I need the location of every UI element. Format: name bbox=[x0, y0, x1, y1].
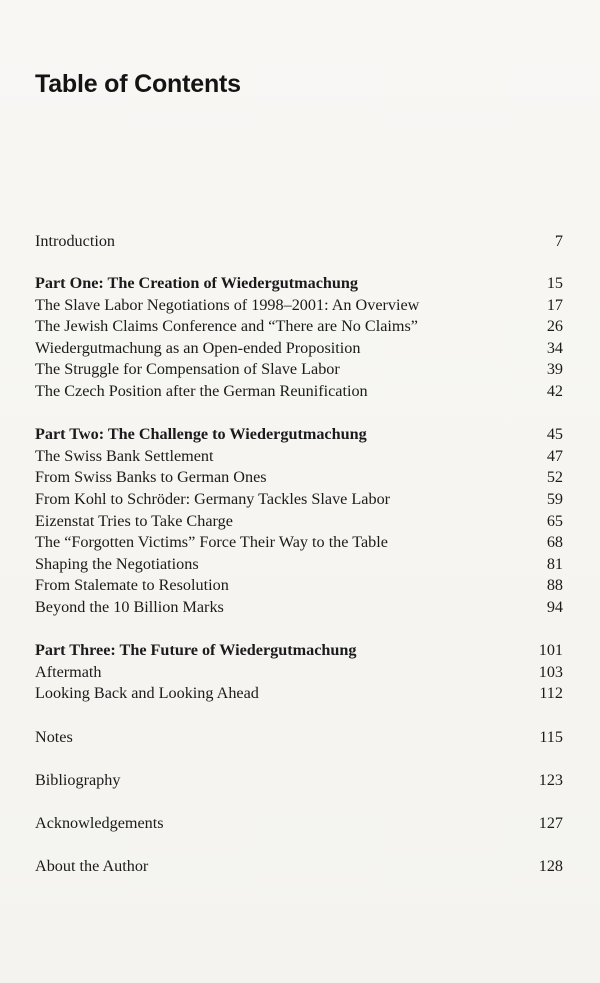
entry-label: Bibliography bbox=[35, 771, 121, 789]
entry-label: The Czech Position after the German Reunification bbox=[35, 382, 368, 400]
toc-entry bbox=[35, 511, 563, 531]
entry-label: Eizenstat Tries to Take Charge bbox=[35, 512, 233, 530]
toc-entry bbox=[35, 446, 563, 466]
entry-label: Part One: The Creation of Wiedergutmachung bbox=[35, 274, 358, 292]
entry-label: Wiedergutmachung as an Open-ended Proposition bbox=[35, 339, 361, 357]
entry-page-number: 15 bbox=[546, 274, 563, 292]
toc-entry-about-the-author bbox=[35, 856, 563, 876]
entry-page-number: 17 bbox=[546, 296, 563, 314]
entry-page-number: 123 bbox=[538, 771, 563, 789]
entry-label: Looking Back and Looking Ahead bbox=[35, 684, 259, 702]
entry-label: The “Forgotten Victims” Force Their Way to the Table bbox=[35, 533, 388, 551]
toc-entry-introduction bbox=[35, 231, 563, 251]
entry-label: From Swiss Banks to German Ones bbox=[35, 468, 267, 486]
entry-label: From Kohl to Schröder: Germany Tackles Slave Labor bbox=[35, 490, 391, 508]
entry-page-number: 34 bbox=[546, 339, 563, 357]
entry-label: The Jewish Claims Conference and “There are No Claims” bbox=[35, 317, 418, 335]
toc-entry-acknowledgements bbox=[35, 813, 563, 833]
entry-label: Beyond the 10 Billion Marks bbox=[35, 598, 224, 616]
entry-label: Shaping the Negotiations bbox=[35, 555, 199, 573]
entry-label: Part Two: The Challenge to Wiedergutmachung bbox=[35, 425, 367, 443]
toc-entry bbox=[35, 316, 563, 336]
entry-page-number: 88 bbox=[546, 576, 563, 594]
entry-page-number: 112 bbox=[539, 684, 563, 702]
toc-entry bbox=[35, 597, 563, 617]
entry-label: Introduction bbox=[35, 232, 116, 250]
toc-entry bbox=[35, 295, 563, 315]
toc-entry-bibliography bbox=[35, 770, 563, 790]
entry-page-number: 128 bbox=[538, 857, 563, 875]
entry-label: Part Three: The Future of Wiedergutmachung bbox=[35, 641, 357, 659]
entry-label: The Slave Labor Negotiations of 1998–2001: An Overview bbox=[35, 296, 420, 314]
entry-page-number: 7 bbox=[554, 232, 563, 250]
toc-entry bbox=[35, 381, 563, 401]
entry-page-number: 127 bbox=[538, 814, 563, 832]
entry-page-number: 103 bbox=[538, 663, 563, 681]
toc-entry bbox=[35, 467, 563, 487]
entry-page-number: 42 bbox=[546, 382, 563, 400]
toc-entry bbox=[35, 554, 563, 574]
entry-page-number: 81 bbox=[546, 555, 563, 573]
toc-part-three-heading bbox=[35, 640, 563, 660]
entry-page-number: 47 bbox=[546, 447, 563, 465]
toc-entry bbox=[35, 683, 563, 703]
entry-page-number: 59 bbox=[546, 490, 563, 508]
entry-page-number: 68 bbox=[546, 533, 563, 551]
toc-part-one-heading bbox=[35, 273, 563, 293]
entry-label: Notes bbox=[35, 728, 73, 746]
entry-label: Aftermath bbox=[35, 663, 102, 681]
entry-label: The Struggle for Compensation of Slave Labor bbox=[35, 360, 340, 378]
entry-page-number: 94 bbox=[546, 598, 563, 616]
entry-page-number: 52 bbox=[546, 468, 563, 486]
entry-label: Acknowledgements bbox=[35, 814, 164, 832]
toc-entry bbox=[35, 532, 563, 552]
toc-entry bbox=[35, 575, 563, 595]
entry-page-number: 101 bbox=[538, 641, 563, 659]
entry-label: From Stalemate to Resolution bbox=[35, 576, 229, 594]
toc-part-two-heading bbox=[35, 424, 563, 444]
toc-entry bbox=[35, 662, 563, 682]
toc-entry-notes bbox=[35, 727, 563, 747]
toc-entry bbox=[35, 489, 563, 509]
entry-page-number: 26 bbox=[546, 317, 563, 335]
toc-entry bbox=[35, 338, 563, 358]
entry-page-number: 65 bbox=[546, 512, 563, 530]
entry-page-number: 45 bbox=[546, 425, 563, 443]
entry-page-number: 115 bbox=[539, 728, 563, 746]
toc-entry bbox=[35, 359, 563, 379]
entry-label: The Swiss Bank Settlement bbox=[35, 447, 214, 465]
entry-label: About the Author bbox=[35, 857, 149, 875]
entry-page-number: 39 bbox=[546, 360, 563, 378]
page-title: Table of Contents bbox=[35, 70, 241, 98]
